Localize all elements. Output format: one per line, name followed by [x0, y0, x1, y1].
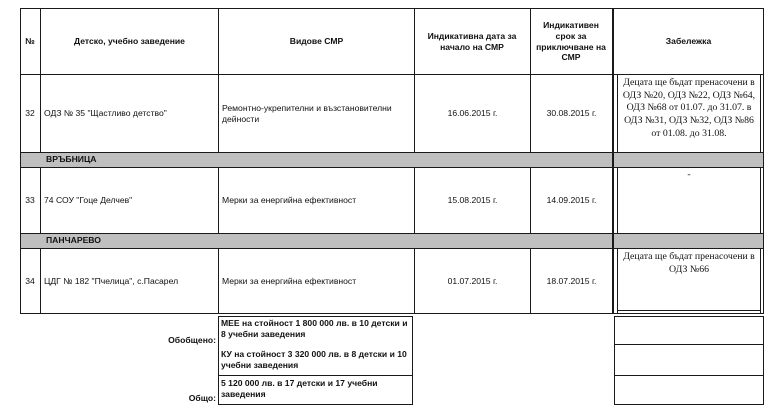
- section-row-pancharevo-note: [614, 233, 764, 249]
- note-inner-left-1: [617, 75, 618, 152]
- row-34-works: Мерки за енергийна ефективност: [222, 275, 357, 286]
- row-32-note: Децата ще бъдат пренасочени в ОДЗ №20, ОДЗ №22, ОДЗ №64, ОДЗ №68 от 01.07. до 31.07. в ОДЗ №31, ОДЗ №32, ОДЗ №86 от 01.08. до 31.08.: [622, 77, 756, 139]
- row-34-num: 34: [25, 275, 35, 286]
- header-works: Видове СМР: [289, 36, 344, 47]
- summary-ku: КУ на стойност 3 320 000 лв. в 8 детски и 10 учебни заведения: [221, 349, 407, 370]
- row-33-works: Мерки за енергийна ефективност: [222, 195, 357, 206]
- note-inner-bottom-3: [617, 310, 761, 311]
- section-row-vrabnitsa-note: [614, 152, 764, 168]
- summary-note-right: [763, 316, 764, 405]
- row-34-end: 18.07.2015 г.: [546, 275, 597, 286]
- note-inner-right-2: [760, 168, 761, 233]
- section-vrabnitsa-label: ВРЪБНИЦА: [46, 154, 97, 164]
- header-note: Забележка: [665, 36, 712, 47]
- summary-rule-bottom: [218, 404, 413, 405]
- row-32-end: 30.08.2015 г.: [546, 108, 597, 119]
- header-end-term: Индикативен срок за приключване на СМР: [536, 20, 606, 63]
- rule-row32-bottom: [20, 152, 764, 153]
- col-line-1c: [40, 248, 41, 314]
- row-32-institution: ОДЗ № 35 "Щастливо детство": [44, 108, 167, 119]
- col-line-2b: [218, 167, 219, 234]
- summary-generalized-label: Обобщено:: [168, 335, 216, 345]
- note-inner-right-1: [760, 75, 761, 152]
- summary-note-mid2: [614, 375, 764, 376]
- summary-note-top: [614, 316, 764, 317]
- row-32-start: 16.06.2015 г.: [447, 108, 498, 119]
- summary-rule-mid: [218, 375, 413, 376]
- row-33-note: -: [687, 169, 691, 180]
- summary-mee: МЕЕ на стойност 1 800 000 лв. в 10 детски и 8 учебни заведения: [221, 318, 408, 339]
- rule-row34-bottom: [20, 313, 764, 314]
- header-num: №: [25, 36, 35, 47]
- note-inner-left-2: [617, 168, 618, 233]
- col-line-1b: [40, 167, 41, 234]
- row-34-start: 01.07.2015 г.: [447, 275, 498, 286]
- summary-total-label: Общо:: [188, 393, 216, 403]
- row-34-note: Децата ще бъдат пренасочени в ОДЗ №66: [623, 251, 755, 275]
- summary-note-left: [614, 316, 615, 405]
- summary-rule-top: [218, 316, 413, 317]
- summary-note-mid1: [614, 344, 764, 345]
- section-pancharevo-label: ПАНЧАРЕВО: [46, 235, 101, 245]
- header-institution: Детско, учебно заведение: [74, 36, 185, 47]
- row-33-num: 33: [25, 195, 35, 206]
- row-33-start: 15.08.2015 г.: [447, 195, 498, 206]
- summary-rule-right: [412, 316, 413, 405]
- row-33-end: 14.09.2015 г.: [546, 195, 597, 206]
- note-inner-right-3: [760, 249, 761, 313]
- summary-note-bottom: [614, 404, 764, 405]
- row-32-num: 32: [25, 108, 35, 119]
- col-line-6: [763, 8, 764, 314]
- summary-rule-left: [218, 316, 219, 405]
- row-34-institution: ЦДГ № 182 "Пчелица", с.Пасарел: [44, 275, 179, 286]
- row-32-works: Ремонтно-укрепителни и възстановителни дейности: [222, 102, 392, 124]
- col-line-2c: [218, 248, 219, 314]
- summary-total: 5 120 000 лв. в 17 детски и 17 учебни заведения: [221, 378, 378, 399]
- row-33-institution: 74 СОУ "Гоце Делчев": [44, 195, 133, 206]
- rule-row33-bottom: [20, 233, 764, 234]
- header-start-date: Индикативна дата за начало на СМР: [427, 30, 517, 52]
- note-inner-left-3: [617, 249, 618, 313]
